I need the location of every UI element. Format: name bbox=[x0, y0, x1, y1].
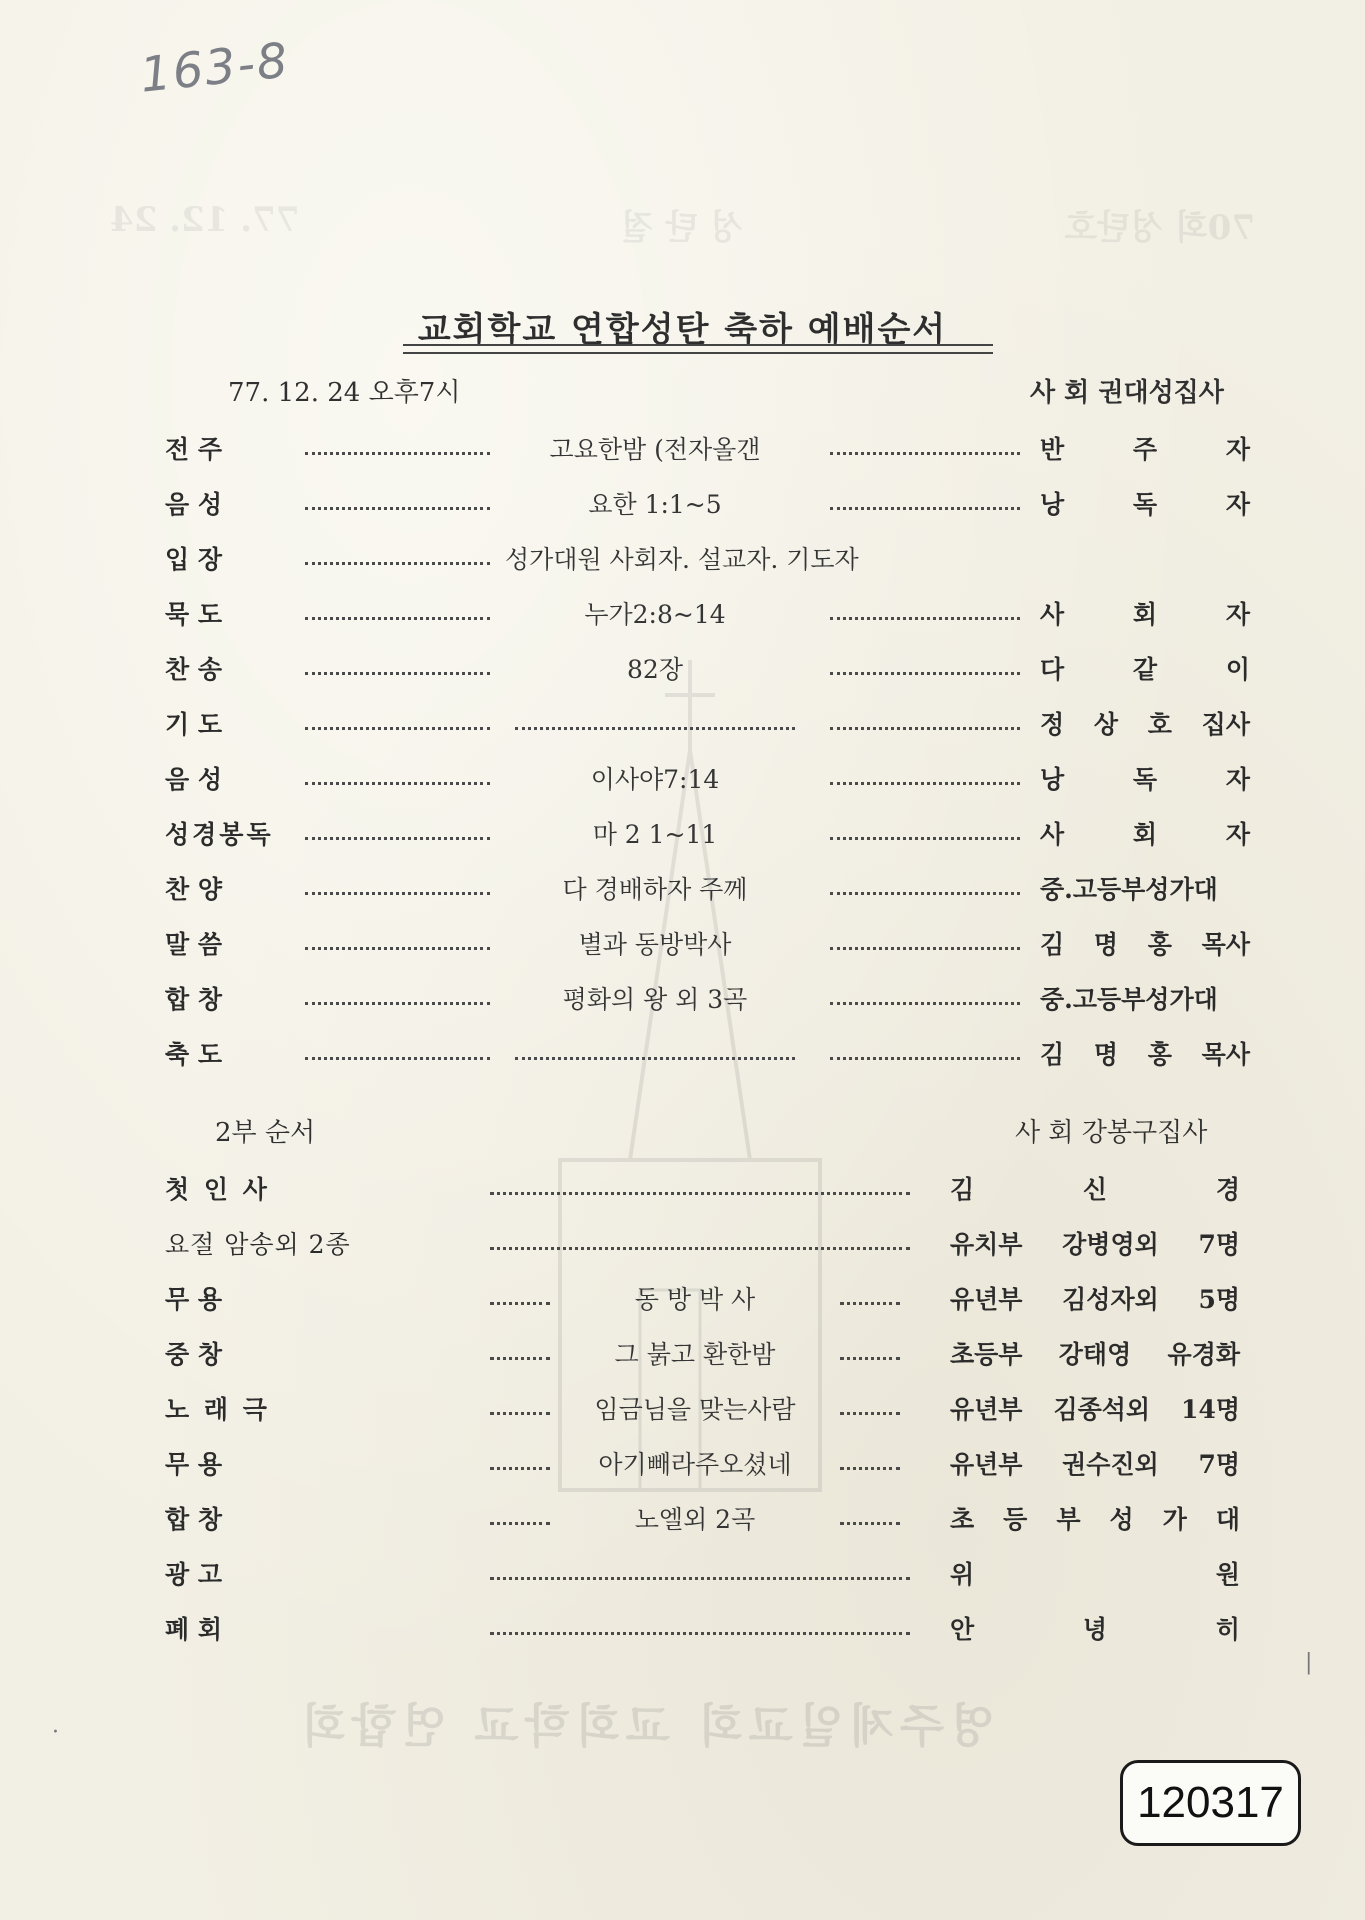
order-role: 다 같 이 bbox=[1040, 655, 1250, 684]
order-role: 사 회 자 bbox=[1040, 820, 1250, 849]
order-role: 초 등 부 성 가 대 bbox=[950, 1505, 1240, 1534]
leader-dots bbox=[490, 1233, 910, 1250]
order-role: 유년부 김성자외 5명 bbox=[950, 1285, 1240, 1314]
order-label: 무 용 bbox=[165, 1450, 223, 1479]
order-role: 김 명 홍 목사 bbox=[1040, 930, 1250, 959]
leader-dots bbox=[830, 988, 1020, 1005]
order-row bbox=[0, 1170, 1365, 1224]
order-role: 중.고등부성가대 bbox=[1040, 875, 1218, 904]
part2-presider: 사 회 강봉구집사 bbox=[1015, 1118, 1208, 1148]
leader-dots bbox=[830, 933, 1020, 950]
order-role: 유년부 김종석외 14명 bbox=[950, 1395, 1240, 1424]
order-label: 축 도 bbox=[165, 1040, 223, 1069]
order-role: 사 회 자 bbox=[1040, 600, 1250, 629]
order-row bbox=[0, 540, 1365, 594]
leader-dots bbox=[830, 658, 1020, 675]
order-label: 음 성 bbox=[165, 490, 223, 519]
bleed-issue: 70회 성탄호 bbox=[1064, 208, 1255, 248]
order-role: 초등부 강태영 유경화 bbox=[950, 1340, 1240, 1369]
order-role: 낭 독 자 bbox=[1040, 765, 1250, 794]
order-row bbox=[0, 485, 1365, 539]
order-row bbox=[0, 595, 1365, 649]
leader-dots bbox=[840, 1288, 900, 1305]
order-label: 음 성 bbox=[165, 765, 223, 794]
order-row bbox=[0, 815, 1365, 869]
service-datetime: 77. 12. 24 오후7시 bbox=[228, 378, 461, 408]
leader-dots bbox=[305, 823, 490, 840]
order-role: 정 상 호 집사 bbox=[1040, 710, 1250, 739]
leader-dots bbox=[490, 1563, 910, 1580]
leader-dots bbox=[305, 658, 490, 675]
order-role: 낭 독 자 bbox=[1040, 490, 1250, 519]
order-content: 82장 bbox=[627, 655, 683, 684]
order-label: 합 창 bbox=[165, 985, 223, 1014]
page-title: 교회학교 연합성탄 축하 예배순서 bbox=[417, 310, 948, 350]
order-label: 말 씀 bbox=[165, 930, 223, 959]
order-label: 입 장 bbox=[165, 545, 223, 574]
order-label: 첫 인 사 bbox=[165, 1175, 270, 1204]
margin-mark: · bbox=[52, 1720, 59, 1745]
order-label: 합 창 bbox=[165, 1505, 223, 1534]
title-underline bbox=[403, 344, 993, 354]
leader-dots bbox=[490, 1398, 550, 1415]
bleed-through-header bbox=[110, 200, 1255, 249]
leader-dots bbox=[305, 988, 490, 1005]
leader-dots bbox=[490, 1508, 550, 1525]
leader-dots bbox=[305, 933, 490, 950]
order-content: 임금님을 맞는사람 bbox=[594, 1395, 796, 1424]
order-row bbox=[0, 1445, 1365, 1499]
leader-dots bbox=[830, 768, 1020, 785]
order-content: 마 2 1~11 bbox=[592, 820, 718, 849]
order-label: 묵 도 bbox=[165, 600, 223, 629]
order-content: 성가대원 사회자. 설교자. 기도자 bbox=[505, 545, 859, 574]
leader-dots bbox=[490, 1288, 550, 1305]
order-label: 폐 회 bbox=[165, 1615, 223, 1644]
leader-dots bbox=[305, 1043, 490, 1060]
order-role: 김 명 홍 목사 bbox=[1040, 1040, 1250, 1069]
order-label: 노 래 극 bbox=[165, 1395, 270, 1424]
order-content: 아기빼라주오셨네 bbox=[598, 1450, 792, 1479]
order-role: 유년부 권수진외 7명 bbox=[950, 1450, 1240, 1479]
order-role: 위 원 bbox=[950, 1560, 1240, 1589]
order-row bbox=[0, 430, 1365, 484]
order-row bbox=[0, 705, 1365, 759]
order-row bbox=[0, 1225, 1365, 1279]
leader-dots bbox=[490, 1343, 550, 1360]
leader-dots bbox=[515, 1043, 795, 1060]
leader-dots bbox=[305, 878, 490, 895]
order-row bbox=[0, 760, 1365, 814]
order-row bbox=[0, 1555, 1365, 1609]
order-row bbox=[0, 1500, 1365, 1554]
leader-dots bbox=[490, 1618, 910, 1635]
order-content: 누가2:8~14 bbox=[584, 600, 726, 629]
leader-dots bbox=[840, 1508, 900, 1525]
bleed-date: 77. 12. 24 bbox=[110, 200, 300, 240]
leader-dots bbox=[305, 713, 490, 730]
order-role: 안 녕 히 bbox=[950, 1615, 1240, 1644]
leader-dots bbox=[515, 713, 795, 730]
order-label: 찬 송 bbox=[165, 655, 223, 684]
leader-dots bbox=[830, 493, 1020, 510]
order-label: 요절 암송외 2종 bbox=[165, 1230, 351, 1259]
order-row bbox=[0, 870, 1365, 924]
bleed-through-footer: 영주제일교회 교회학교 연합회 bbox=[295, 1699, 995, 1753]
leader-dots bbox=[830, 438, 1020, 455]
order-label: 성경봉독 bbox=[165, 820, 274, 849]
order-role: 반 주 자 bbox=[1040, 435, 1250, 464]
leader-dots bbox=[305, 768, 490, 785]
order-row bbox=[0, 1035, 1365, 1089]
order-content: 요한 1:1~5 bbox=[588, 490, 722, 519]
order-label: 광 고 bbox=[165, 1560, 223, 1589]
order-row bbox=[0, 925, 1365, 979]
leader-dots bbox=[830, 823, 1020, 840]
margin-mark: | bbox=[1305, 1650, 1313, 1675]
order-content: 노엘외 2곡 bbox=[634, 1505, 756, 1534]
order-content: 다 경배하자 주께 bbox=[562, 875, 748, 904]
order-label: 무 용 bbox=[165, 1285, 223, 1314]
order-row bbox=[0, 1280, 1365, 1334]
part2-heading: 2부 순서 bbox=[215, 1118, 316, 1148]
order-content: 별과 동방박사 bbox=[578, 930, 732, 959]
leader-dots bbox=[830, 1043, 1020, 1060]
leader-dots bbox=[305, 493, 490, 510]
part1-presider: 사 회 권대성집사 bbox=[1030, 378, 1224, 408]
leader-dots bbox=[840, 1398, 900, 1415]
order-row bbox=[0, 980, 1365, 1034]
order-content: 그 붉고 환한밤 bbox=[614, 1340, 776, 1369]
order-content: 평화의 왕 외 3곡 bbox=[562, 985, 748, 1014]
order-row bbox=[0, 650, 1365, 704]
leader-dots bbox=[305, 548, 490, 565]
order-role: 유치부 강병영외 7명 bbox=[950, 1230, 1240, 1259]
order-row bbox=[0, 1335, 1365, 1389]
order-content: 동 방 박 사 bbox=[634, 1285, 756, 1314]
order-role: 김 신 경 bbox=[950, 1175, 1240, 1204]
order-row bbox=[0, 1610, 1365, 1664]
leader-dots bbox=[840, 1343, 900, 1360]
leader-dots bbox=[490, 1453, 550, 1470]
order-role: 중.고등부성가대 bbox=[1040, 985, 1218, 1014]
order-content: 고요한밤 (전자올갠 bbox=[549, 435, 761, 464]
leader-dots bbox=[305, 438, 490, 455]
leader-dots bbox=[830, 603, 1020, 620]
order-content: 이사야7:14 bbox=[590, 765, 720, 794]
order-label: 기 도 bbox=[165, 710, 223, 739]
order-label: 찬 양 bbox=[165, 875, 223, 904]
order-label: 중 창 bbox=[165, 1340, 223, 1369]
leader-dots bbox=[840, 1453, 900, 1470]
order-label: 전 주 bbox=[165, 435, 223, 464]
bleed-holiday: 성 탄 절 bbox=[620, 208, 743, 248]
leader-dots bbox=[830, 713, 1020, 730]
handwritten-note: 163-8 bbox=[137, 32, 293, 104]
leader-dots bbox=[830, 878, 1020, 895]
order-row bbox=[0, 1390, 1365, 1444]
archive-number-stamp: 120317 bbox=[1120, 1760, 1301, 1846]
leader-dots bbox=[305, 603, 490, 620]
leader-dots bbox=[490, 1178, 910, 1195]
